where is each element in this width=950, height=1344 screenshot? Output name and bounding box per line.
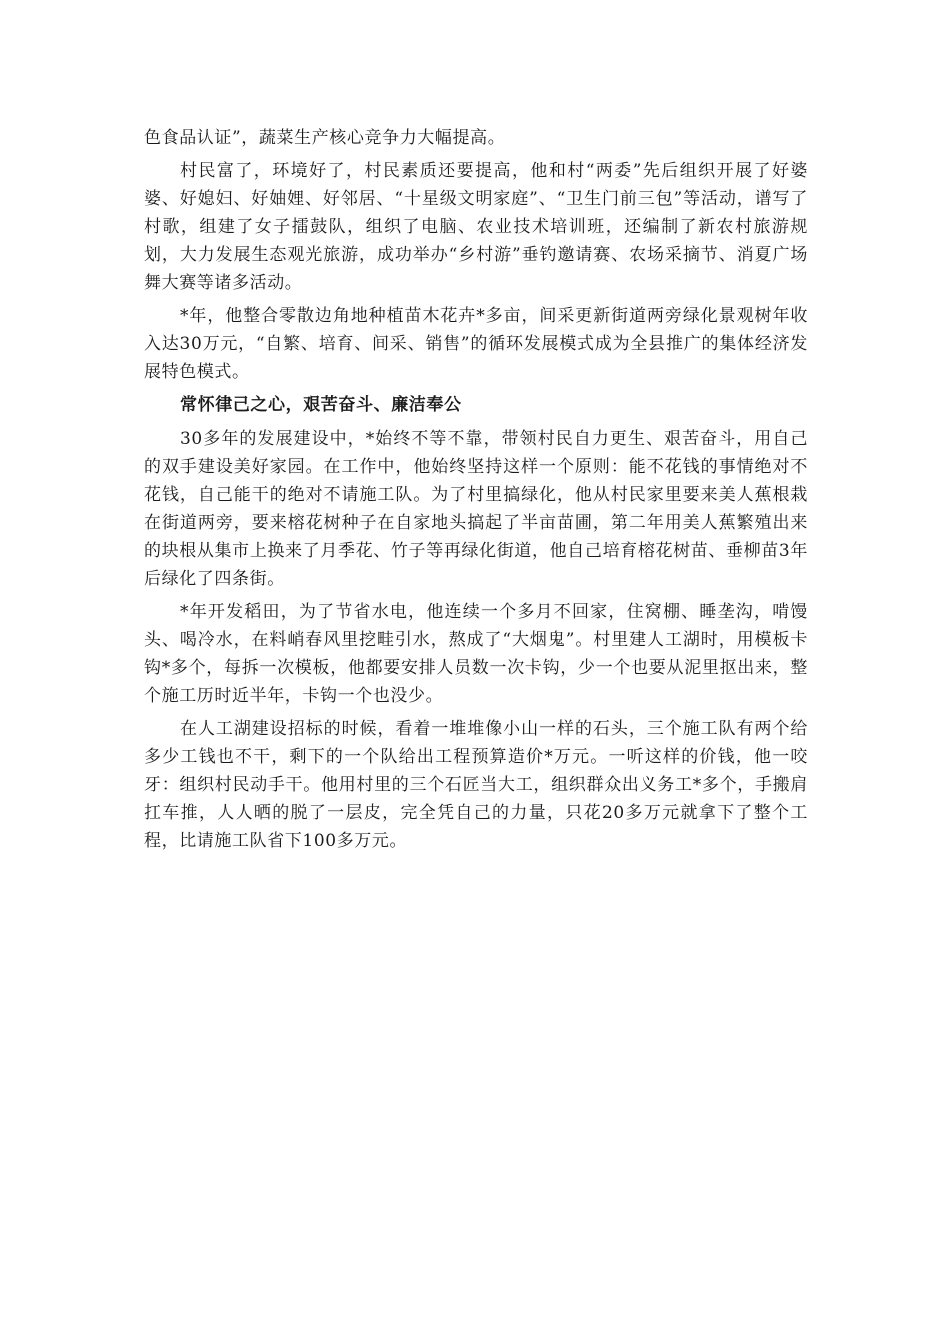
section-heading: 常怀律己之心，艰苦奋斗、廉洁奉公 bbox=[180, 395, 462, 415]
paragraph-self-reliance: 30多年的发展建设中，*始终不等不靠，带领村民自力更生、艰苦奋斗，用自己的双手建设美好家园。在工作中，他始终坚持这样一个原则：能不花钱的事情绝对不花钱，自己能干的绝对不请施工队。为了村里搞绿化，他从村民家里要来美人蕉根栽在街道两旁，要来榕花树种子在自家地头搞起了半亩苗圃，第二年用美人蕉繁殖出来的块根从集市上换来了月季花、竹子等再绿化街道，他自己培育榕花树苗、垂柳苗3年后绿化了四条街。 bbox=[144, 429, 808, 589]
document-body bbox=[144, 124, 808, 860]
paragraph-lake-construction: 在人工湖建设招标的时候，看着一堆堆像小山一样的石头，三个施工队有两个给多少工钱也不干，剩下的一个队给出工程预算造价*万元。一听这样的价钱，他一咬牙：组织村民动手干。他用村里的三个石匠当大工，组织群众出义务工*多个，手搬肩扛车推，人人晒的脱了一层皮，完全凭自己的力量，只花20多万元就拿下了整个工程，比请施工队省下100多万元。 bbox=[144, 719, 808, 851]
paragraph-rice-field: *年开发稻田，为了节省水电，他连续一个多月不回家，住窝棚、睡垄沟，啃馒头、喝冷水，在料峭春风里挖畦引水，熬成了“大烟鬼”。村里建人工湖时，用模板卡钩*多个，每拆一次模板，他都要安排人员数一次卡钩，少一个也要从泥里抠出来，整个施工历时近半年，卡钩一个也没少。 bbox=[144, 602, 808, 706]
paragraph-village-quality: 村民富了，环境好了，村民素质还要提高，他和村“两委”先后组织开展了好婆婆、好媳妇、好妯娌、好邻居、“十星级文明家庭”、“卫生门前三包”等活动，谱写了村歌，组建了女子擂鼓队，组织了电脑、农业技术培训班，还编制了新农村旅游规划，大力发展生态观光旅游，成功举办“乡村游”垂钓邀请赛、农场采摘节、消夏广场舞大赛等诸多活动。 bbox=[144, 161, 808, 293]
paragraph-nursery-income: *年，他整合零散边角地种植苗木花卉*多亩，间采更新街道两旁绿化景观树年收入达30万元，“自繁、培育、间采、销售”的循环发展模式成为全县推广的集体经济发展特色模式。 bbox=[144, 306, 808, 382]
paragraph-continuation: 色食品认证”，蔬菜生产核心竞争力大幅提高。 bbox=[144, 128, 506, 148]
